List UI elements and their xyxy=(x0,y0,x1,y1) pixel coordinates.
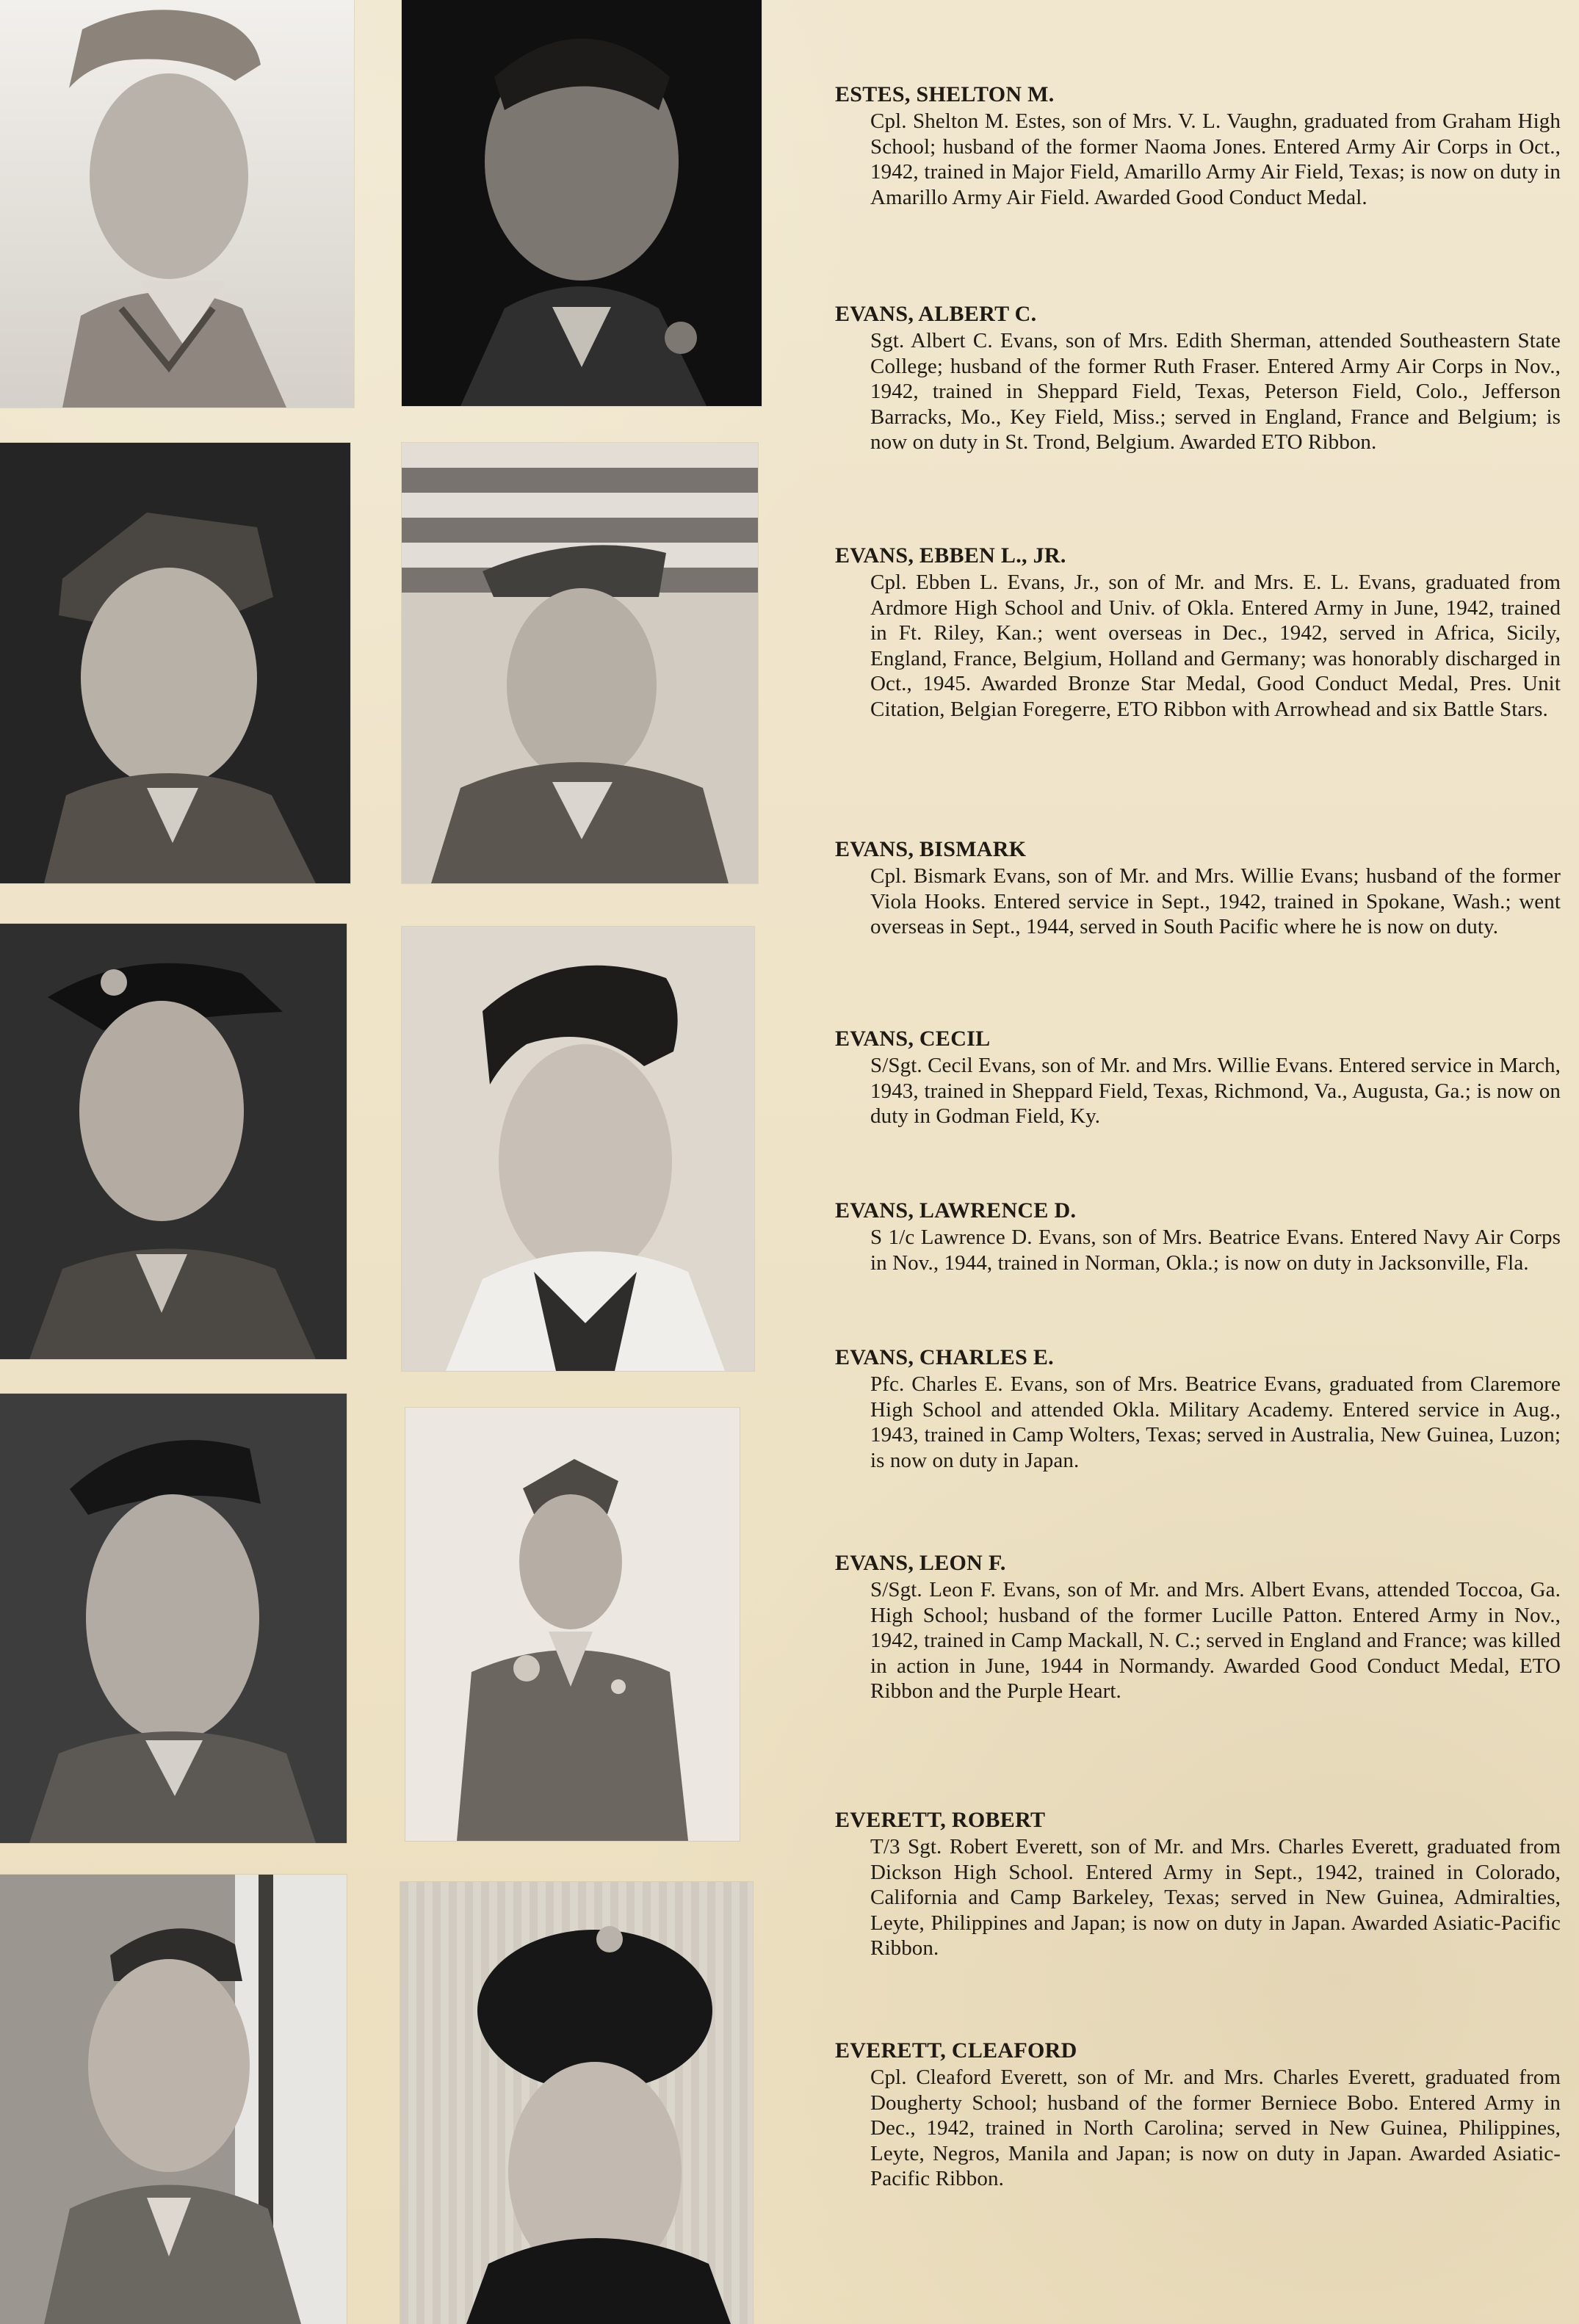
entry-text: Cpl. Bismark Evans, son of Mr. and Mrs. Willie Evans; husband of the former Viola Hooks. Entered service in Sept., 1942, trained in Spokane, Wash.; went overseas in Sept., 1944, served in South Pacific where he is now on duty. xyxy=(870,864,1561,938)
entry-name: EVERETT, CLEAFORD xyxy=(835,2038,1077,2063)
service-entry xyxy=(835,837,1561,940)
entry-name: EVANS, ALBERT C. xyxy=(835,302,1037,326)
service-entry xyxy=(835,1551,1561,1704)
service-entry xyxy=(835,1345,1561,1473)
service-entry xyxy=(835,1027,1561,1129)
portrait-photo xyxy=(0,924,347,1359)
portrait-photo xyxy=(402,927,754,1371)
entry-text: Cpl. Shelton M. Estes, son of Mrs. V. L. Vaughn, graduated from Graham High School; husband of the former Naoma Jones. Entered Army Air Corps in Oct., 1942, trained in Major Field, Amarillo Army Air Field, Texas; is now on duty in Amarillo Army Air Field. Awarded Good Conduct Medal. xyxy=(870,109,1561,209)
entry-text: S/Sgt. Cecil Evans, son of Mr. and Mrs. Willie Evans. Entered service in March, 1943, trained in Sheppard Field, Texas, Richmond, Va., Augusta, Ga.; is now on duty in Godman Field, Ky. xyxy=(870,1054,1561,1128)
portrait-photo xyxy=(0,1394,347,1843)
entry-name: EVANS, EBBEN L., JR. xyxy=(835,543,1066,568)
entry-text: T/3 Sgt. Robert Everett, son of Mr. and Mrs. Charles Everett, graduated from Dickson High School. Entered Army in Sept., 1942, trained in Colorado, California and Camp Barkeley, Texas; served in New Guinea, Admiralties, Leyte, Philippines and Japan; is now on duty in Japan. Awarded Asiatic-Pacific Ribbon. xyxy=(870,1835,1561,1960)
service-entry xyxy=(835,543,1561,722)
entry-text: S 1/c Lawrence D. Evans, son of Mrs. Beatrice Evans. Entered Navy Air Corps in Nov., 1944, trained in Norman, Okla.; is now on duty in Jacksonville, Fla. xyxy=(870,1226,1561,1275)
entry-name: EVANS, LEON F. xyxy=(835,1551,1006,1575)
portrait-photo xyxy=(402,443,758,883)
service-entry xyxy=(835,302,1561,455)
service-entry xyxy=(835,2038,1561,2192)
entry-name: EVANS, CHARLES E. xyxy=(835,1345,1054,1369)
service-entry xyxy=(835,1198,1561,1275)
portrait-photo xyxy=(0,1875,347,2324)
entry-name: EVERETT, ROBERT xyxy=(835,1808,1046,1832)
entry-name: EVANS, CECIL xyxy=(835,1027,991,1051)
entry-text: Cpl. Ebben L. Evans, Jr., son of Mr. and Mrs. E. L. Evans, graduated from Ardmore High School and Univ. of Okla. Entered Army in June, 1942, trained in Ft. Riley, Kan.; went overseas in Dec., 1942, served in Africa, Sicily, England, France, Belgium, Holland and Germany; was honorably discharged in Oct., 1945. Awarded Bronze Star Medal, Good Conduct Medal, Pres. Unit Citation, Belgian Foregerre, ETO Ribbon with Arrowhead and six Battle Stars. xyxy=(870,571,1561,721)
portrait-photo xyxy=(405,1408,740,1841)
portrait-photo xyxy=(0,0,354,408)
entry-name: ESTES, SHELTON M. xyxy=(835,82,1055,106)
portrait-photo xyxy=(0,443,350,883)
entry-text: S/Sgt. Leon F. Evans, son of Mr. and Mrs. Albert Evans, attended Toccoa, Ga. High School; husband of the former Lucille Patton. Entered Army in Nov., 1942, trained in Camp Mackall, N. C.; served in England and France; was killed in action in June, 1944 in Normandy. Awarded Good Conduct Medal, ETO Ribbon and the Purple Heart. xyxy=(870,1578,1561,1703)
portrait-photo xyxy=(400,1882,753,2324)
service-entry xyxy=(835,82,1561,210)
entry-name: EVANS, LAWRENCE D. xyxy=(835,1198,1077,1223)
entry-text: Cpl. Cleaford Everett, son of Mr. and Mrs. Charles Everett, graduated from Dougherty School; husband of the former Berniece Bobo. Entered Army in Dec., 1942, trained in North Carolina; served in New Guinea, Philippines, Leyte, Negros, Manila and Japan; is now on duty in Japan. Awarded Asiatic-Pacific Ribbon. xyxy=(870,2066,1561,2190)
portrait-photo xyxy=(402,0,762,406)
entry-text: Pfc. Charles E. Evans, son of Mrs. Beatrice Evans, graduated from Claremore High School and attended Okla. Military Academy. Entered service in Aug., 1943, trained in Camp Wolters, Texas; served in Australia, New Guinea, Luzon; is now on duty in Japan. xyxy=(870,1372,1561,1472)
service-entry xyxy=(835,1808,1561,1961)
entry-name: EVANS, BISMARK xyxy=(835,837,1027,861)
entry-text: Sgt. Albert C. Evans, son of Mrs. Edith Sherman, attended Southeastern State College; husband of the former Ruth Fraser. Entered Army Air Corps in Nov., 1942, trained in Sheppard Field, Texas, Peterson Field, Colo., Jefferson Barracks, Mo., Key Field, Miss.; served in England, France and Belgium; is now on duty in St. Trond, Belgium. Awarded ETO Ribbon. xyxy=(870,329,1561,454)
